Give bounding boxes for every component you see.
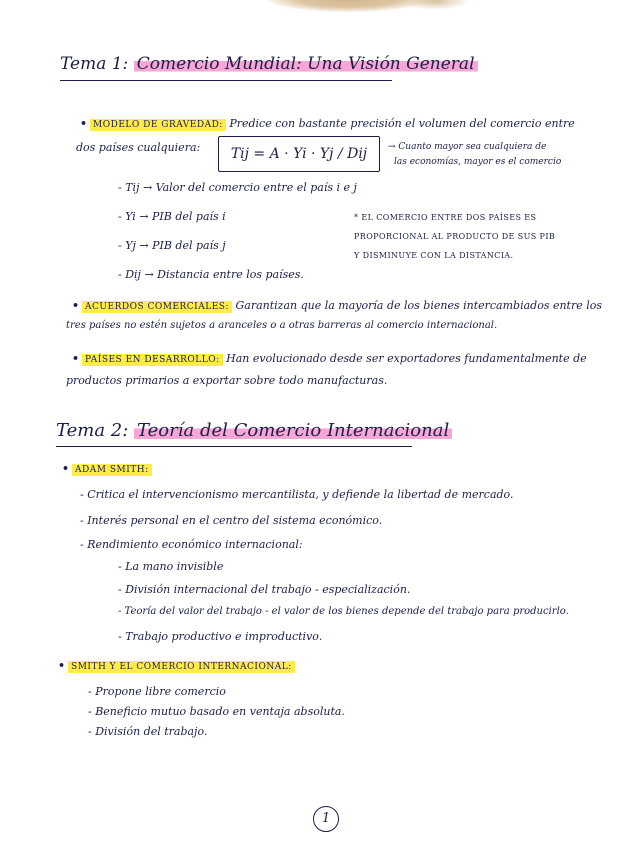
smith-comercio-item-0: - Propone libre comercio <box>88 685 226 698</box>
gravedad-item-0: - Tij → Valor del comercio entre el país i e j <box>118 181 357 194</box>
smith-item-1: - Interés personal en el centro del sistema económico. <box>80 514 383 527</box>
gravedad-line2: dos países cualquiera: <box>76 141 201 154</box>
tema1-title-highlight: Comercio Mundial: Una Visión General <box>134 54 478 74</box>
tema2-underline <box>56 446 412 447</box>
gravedad-note1: → Cuanto mayor sea cualquiera de <box>388 142 547 152</box>
tema1-underline <box>60 80 392 81</box>
paises-line2: productos primarios a exportar sobre todo manufacturas. <box>66 374 388 387</box>
paises-label: PAÍSES EN DESARROLLO: <box>82 354 223 366</box>
smith-subitem-1: - División internacional del trabajo - especialización. <box>118 583 411 596</box>
acuerdos-line2: tres países no estén sujetos a aranceles o a otras barreras al comercio internacional. <box>66 320 498 331</box>
gravedad-line1: • MODELO DE GRAVEDAD: Predice con bastante precisión el volumen del comercio entre <box>80 117 575 130</box>
gravedad-aside2: PROPORCIONAL AL PRODUCTO DE SUS PIB <box>354 232 556 241</box>
smith-heading: • ADAM SMITH: <box>62 462 152 475</box>
tema2-title-highlight: Teoría del Comercio Internacional <box>134 420 452 441</box>
smith-comercio-heading: • SMITH Y EL COMERCIO INTERNACIONAL: <box>58 659 295 672</box>
smith-label: ADAM SMITH: <box>72 464 152 476</box>
gravedad-formula: Tij = A · Yi · Yj / Dij <box>218 136 380 172</box>
page-number: 1 <box>313 806 339 832</box>
gravedad-item-3: - Dij → Distancia entre los países. <box>118 268 304 281</box>
gravedad-item-2: - Yj → PIB del país j <box>118 239 226 252</box>
smith-comercio-item-2: - División del trabajo. <box>88 725 208 738</box>
acuerdos-line1: • ACUERDOS COMERCIALES: Garantizan que la mayoría de los bienes intercambiados entre los <box>72 299 603 312</box>
tema2-title-prefix: Tema 2: <box>56 420 129 441</box>
gravedad-label: MODELO DE GRAVEDAD: <box>90 119 226 131</box>
smith-subitem-3: - Trabajo productivo e improductivo. <box>118 630 323 643</box>
tema1-title-prefix: Tema 1: <box>60 54 129 74</box>
gravedad-aside1: * EL COMERCIO ENTRE DOS PAÍSES ES <box>354 213 537 222</box>
smith-item-0: - Critica el intervencionismo mercantilista, y defiende la libertad de mercado. <box>80 488 514 501</box>
smith-subitem-2: - Teoría del valor del trabajo - el valor de los bienes depende del trabajo para producirlo. <box>118 606 569 617</box>
tema1-title <box>60 54 478 74</box>
acuerdos-label: ACUERDOS COMERCIALES: <box>82 301 232 313</box>
tema2-title <box>56 420 452 441</box>
gravedad-aside3: Y DISMINUYE CON LA DISTANCIA. <box>354 251 514 260</box>
coffee-stain-small <box>400 0 470 10</box>
smith-comercio-label: SMITH Y EL COMERCIO INTERNACIONAL: <box>68 661 295 673</box>
smith-comercio-item-1: - Beneficio mutuo basado en ventaja absoluta. <box>88 705 345 718</box>
smith-item-2: - Rendimiento económico internacional: <box>80 538 303 551</box>
paises-line1: • PAÍSES EN DESARROLLO: Han evolucionado desde ser exportadores fundamentalmente de <box>72 352 587 365</box>
gravedad-item-1: - Yi → PIB del país i <box>118 210 226 223</box>
gravedad-note2: las economías, mayor es el comercio <box>394 157 562 167</box>
smith-subitem-0: - La mano invisible <box>118 560 224 573</box>
